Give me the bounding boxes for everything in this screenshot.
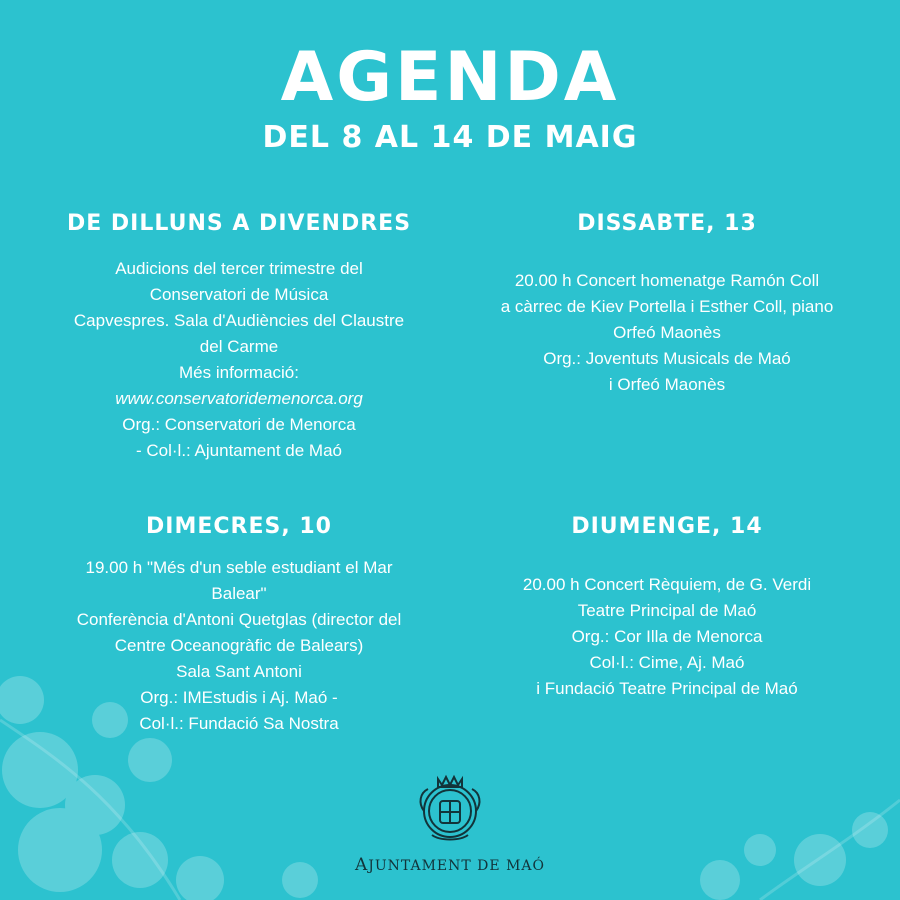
page-title: AGENDA [280, 38, 620, 117]
detail-line: Col·l.: Fundació Sa Nostra [139, 714, 339, 733]
section-title: DIMECRES, 10 [146, 514, 332, 539]
ajuntament-name [0, 855, 900, 875]
ajuntament-logo [0, 767, 900, 875]
section-title: DIUMENGE, 14 [571, 514, 763, 539]
event-section-saturday [452, 209, 882, 398]
detail-line: Org.: Cor Illa de Menorca [571, 627, 763, 646]
detail-line: del Carme [199, 337, 279, 356]
event-section-weekdays [24, 209, 454, 464]
detail-line: Col·l.: Cime, Aj. Maó [589, 653, 745, 672]
detail-line: i Fundació Teatre Principal de Maó [536, 679, 798, 698]
section-details [452, 268, 882, 398]
logo-rest: JUNTAMENT DE MAÓ [368, 858, 546, 874]
detail-line: 20.00 h Concert Rèquiem, de G. Verdi [522, 575, 812, 594]
section-details [24, 555, 454, 737]
logo-first-letter: A [354, 855, 369, 875]
detail-line: Conservatori de Música [149, 285, 329, 304]
detail-line: 20.00 h Concert homenatge Ramón Coll [514, 271, 820, 290]
section-details [452, 572, 882, 702]
detail-line: a càrrec de Kiev Portella i Esther Coll, piano [500, 297, 834, 316]
detail-line: Org.: IMEstudis i Aj. Maó - [140, 688, 338, 707]
detail-line: Balear" [211, 584, 267, 603]
detail-line: Conferència d'Antoni Quetglas (director del [76, 610, 402, 629]
detail-line: i Orfeó Maonès [608, 375, 726, 394]
detail-line: Sala Sant Antoni [176, 662, 302, 681]
detail-line: Capvespres. Sala d'Audiències del Claustre [73, 311, 405, 330]
detail-line: Org.: Conservatori de Menorca [122, 415, 356, 434]
detail-line: Centre Oceanogràfic de Balears) [114, 636, 364, 655]
section-title: DISSABTE, 13 [577, 211, 757, 236]
website-link[interactable]: www.conservatoridemenorca.org [115, 389, 363, 408]
header [0, 38, 900, 158]
section-details [24, 256, 454, 464]
detail-line: Org.: Joventuts Musicals de Maó [543, 349, 791, 368]
detail-line: - Col·l.: Ajuntament de Maó [136, 441, 342, 460]
city-coat-of-arms-icon [410, 767, 490, 847]
detail-line: 19.00 h "Més d'un seble estudiant el Mar [85, 558, 393, 577]
detail-line: Audicions del tercer trimestre del [115, 259, 363, 278]
detail-line: Orfeó Maonès [613, 323, 721, 342]
event-section-sunday [452, 512, 882, 702]
section-title: DE DILLUNS A DIVENDRES [66, 211, 412, 236]
event-section-wednesday [24, 512, 454, 737]
page-subtitle: DEL 8 AL 14 DE MAIG [262, 120, 638, 155]
detail-line: Teatre Principal de Maó [577, 601, 757, 620]
detail-line: Més informació: [179, 363, 299, 382]
